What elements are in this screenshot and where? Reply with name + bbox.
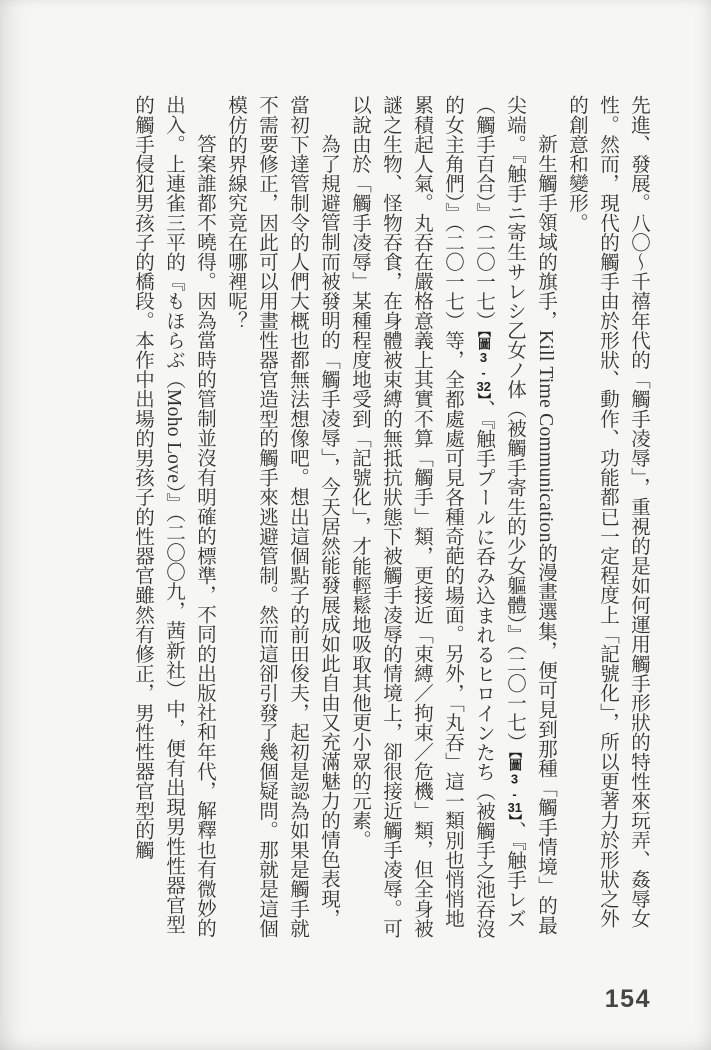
text-run: 為了規避管制而被發明的「觸手凌辱」，今天居然能發展成如此自由又充滿魅力的情色表現，當初下達管制令的人們大概也都無法想像吧。想出這個點子的前田俊夫，起初是認為如果是觸手就不需要修正，因此可以用畫性器官造型的觸手來逃避管制。然而這卻引發了幾個疑問。那就是這個模仿的界線究竟在哪裡呢？ [225, 95, 339, 938]
figure-reference: 【圖3-31】 [507, 751, 522, 821]
paragraph [220, 95, 344, 941]
text-run: ）』（二〇〇九，茜新社）中，便有出現男性性器官型的觸手侵犯男孩子的橋段。本作中出場的男孩子的性器官雖然有修正，男性性器官型的觸 [132, 95, 184, 935]
page-number: 154 [604, 985, 651, 1013]
text-run: 新生觸手領域的旗手， [535, 134, 556, 330]
paragraph [561, 95, 654, 941]
text-run: 先進、發展。八〇～千禧年代的「觸手凌辱」，重視的是如何運用觸手形狀的特性來玩弄、姦辱女性。然而，現代的觸手由於形狀、動作、功能都已一定程度上「記號化」，所以更著力於形狀之外的創意和變形。 [566, 95, 649, 929]
figure-number: 31 [507, 801, 522, 815]
paragraph [127, 95, 220, 941]
text-run: 、『触手プールに呑み込まれるヒロインたち（被觸手之池吞沒的女主角們）』（二〇一七）等，全都處處可見各種奇葩的場面。另外，「丸吞」這一類別也悄悄地累積起人氣。丸吞在嚴格意義上其實不算「觸手」類，更接近「束縛／拘束／危機」類，但全身被謎之生物、怪物吞食，在身體被束縛的無抵抗狀態下被觸手凌辱的情境上，卻很接近觸手凌辱。可以說由於「觸手凌辱」某種程度地受到「記號化」，才能輕鬆地吸取其他更小眾的元素。 [349, 95, 494, 939]
text-run: 、『触手レズ（觸手百合）』（二〇一七） [473, 95, 525, 929]
text-run: 的漫畫選集，便可見到那種「觸手情境」的最尖端。『触手ニ寄生サレシ乙女ノ体（被觸手寄生的少女軀體）』（二〇一七） [504, 95, 556, 935]
latin-text: Kill Time Communication [535, 330, 556, 543]
figure-reference: 【圖3-32】 [476, 330, 491, 400]
body-text [92, 95, 654, 941]
paragraph [344, 95, 561, 941]
text-run: 答案誰都不曉得。因為當時的管制並沒有明確的標準，不同的出版社和年代，解釋也有微妙的出入。上連雀三平的『もほらぶ（ [163, 95, 215, 938]
latin-text: Moho Love [163, 389, 184, 484]
figure-number: 32 [476, 379, 491, 393]
